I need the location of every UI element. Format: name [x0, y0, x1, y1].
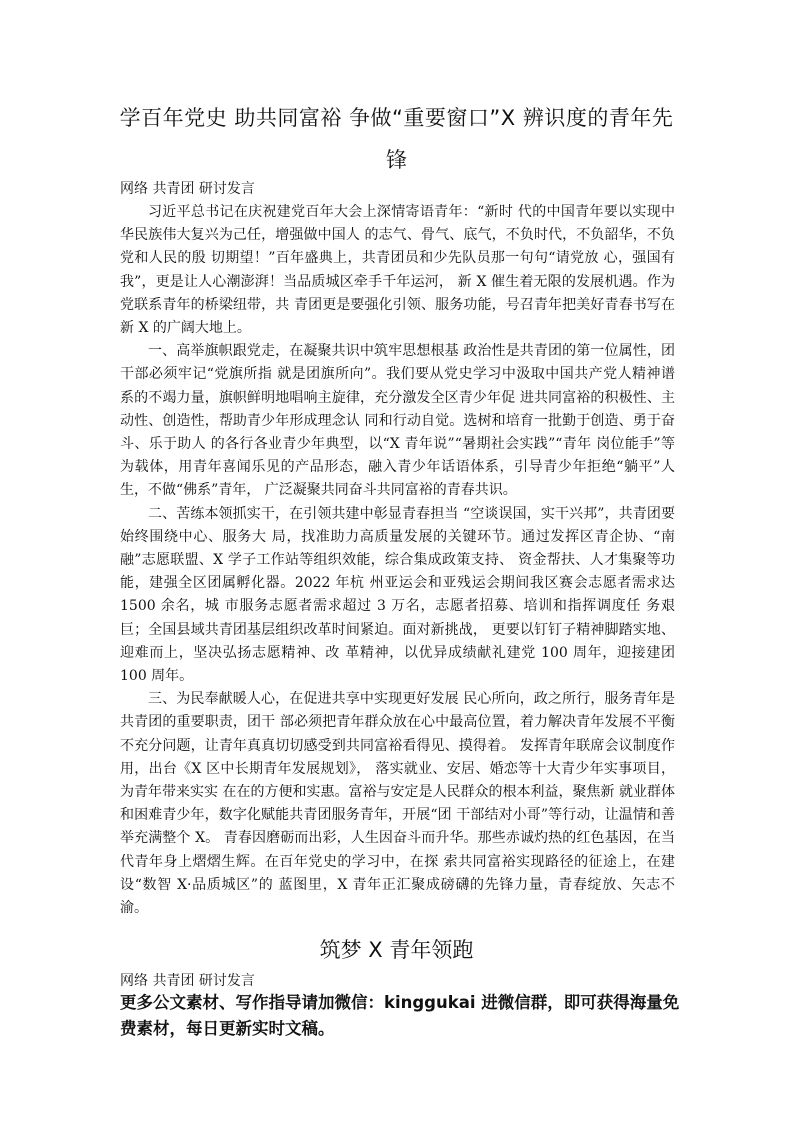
article-title-line1: 学百年党史 助共同富裕 争做“重要窗口”X 辨识度的青年先 — [119, 106, 674, 130]
article-body — [120, 201, 675, 920]
paragraph-intro: 习近平总书记在庆祝建党百年大会上深情寄语青年：“新时 代的中国青年要以实现中华民族伟大复兴为己任，增强做中国人 的志气、骨气、底气，不负时代，不负韶华，不负党和人民的殷 切期望！”百年盛典上，共青团员和少先队员那一句句“请党放 心，强国有我”，更是让人心潮澎湃！当品质城区牵手千年运河， 新 X 催生着无限的发展机遇。作为党联系青年的桥梁纽带，共 青团更是要强化引领、服务功能，号召青年把美好青春书写在新 X 的广阔大地上。 — [120, 204, 675, 337]
article-title-line2: 锋 — [386, 148, 407, 172]
second-article-title: 筑梦 X 青年领跑 — [319, 938, 474, 962]
paragraph-section-2: 二、苦练本领抓实干，在引领共建中彰显青春担当 “空谈误国，实干兴邦”，共青团要始终围绕中心、服务大 局，找准助力高质量发展的关键环节。通过发挥区青企协、“南 融”志愿联盟、X 学子工作站等组织效能，综合集成政策支持、 资金帮扶、人才集聚等功能，建强全区团属孵化器。2022 年杭 州亚运会和亚残运会期间我区赛会志愿者需求达 1500 余名，城 市服务志愿者需求超过 3 万名，志愿者招募、培训和指挥调度任 务艰巨；全国县域共青团基层组织改革时间紧迫。面对新挑战， 更要以钉钉子精神脚踏实地、迎难而上，坚决弘扬志愿精神、改 革精神，以优异成绩献礼建党 100 周年，迎接建团 100 周年。 — [120, 505, 675, 685]
article-tags: 网络 共青团 研讨发言 — [120, 181, 255, 197]
paragraph-section-3: 三、为民奉献暖人心，在促进共享中实现更好发展 民心所向，政之所行，服务青年是共青团的重要职责，团干 部必须把青年群众放在心中最高位置，着力解决青年发展不平衡 不充分问题，让青年真真切切感受到共同富裕看得见、摸得着。 发挥青年联席会议制度作用，出台《X 区中长期青年发展规划》， 落实就业、安居、婚恋等十大青少年实事项目，为青年带来实实 在在的方便和实惠。富裕与安定是人民群众的根本利益，聚焦新 就业群体和困难青少年，数字化赋能共青团服务青年，开展“团 干部结对小哥”等行动，让温情和善举充满整个 X。 青春因磨砺而出彩，人生因奋斗而升华。那些赤诚灼热的红色基因，在当代青年身上熠熠生辉。在百年党史的学习中，在探 索共同富裕实现路径的征途上，在建设“数智 X·品质城区”的 蓝图里，X 青年正汇聚成磅礴的先锋力量，青春绽放、矢志不渝。 — [120, 691, 675, 917]
promo-notice: 更多公文素材、写作指导请加微信：kinggukai 进微信群，即可获得海量免费素材，每日更新实时文稿。 — [120, 993, 680, 1038]
second-article-tags: 网络 共青团 研讨发言 — [120, 973, 255, 989]
paragraph-section-1: 一、高举旗帜跟党走，在凝聚共识中筑牢思想根基 政治性是共青团的第一位属性，团干部必须牢记“党旗所指 就是团旗所向”。我们要从党史学习中汲取中国共产党人精神谱 系的不竭力量，旗帜鲜明地唱响主旋律，充分激发全区青少年促 进共同富裕的积极性、主动性、创造性，帮助青少年形成理念认 同和行动自觉。选树和培育一批勤于创造、勇于奋斗、乐于助人 的各行各业青少年典型，以“X 青年说”“暑期社会实践”“青年 岗位能手”等为载体，用青年喜闻乐见的产品形态，融入青少年话语体系，引导青少年拒绝“躺平”人生，不做“佛系”青年， 广泛凝聚共同奋斗共同富裕的青春共识。 — [120, 343, 675, 499]
